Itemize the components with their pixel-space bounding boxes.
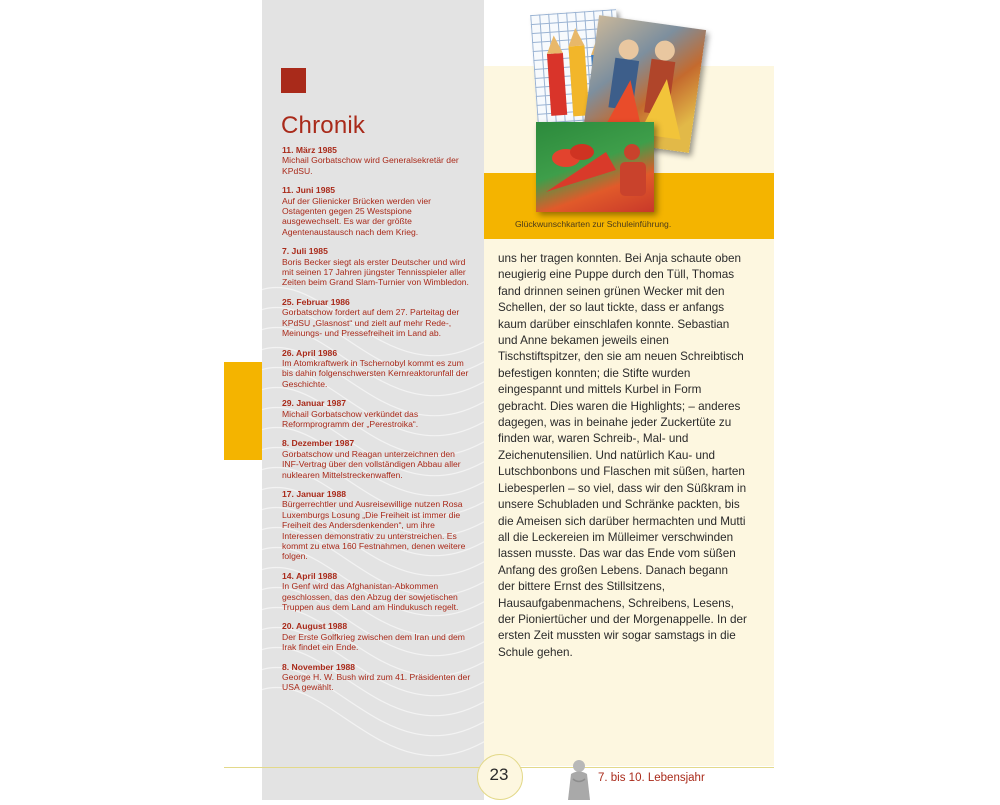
entry-text: Der Erste Golfkrieg zwischen dem Iran und dem Irak findet ein Ende. (282, 631, 465, 653)
entry-text: Bürgerrechtler und Ausreisewillige nutzen Rosa Luxemburgs Losung „Die Freiheit ist immer die Freiheit des Andersdenkenden“, um ihre Interessen demonstrativ zu unterstreichen. Es kommt zu etwa 160 Festnahmen, denen weitere folgen. (282, 499, 466, 562)
chronik-entry (282, 348, 472, 390)
entry-date: 11. März 1985 (282, 145, 337, 155)
red-square-marker (281, 68, 306, 93)
entry-date: 20. August 1988 (282, 621, 348, 632)
entry-text: In Genf wird das Afghanistan-Abkommen geschlossen, das den Abzug der sowjetischen Truppen aus dem Land am Hindukusch regelt. (282, 581, 459, 613)
chronik-entry (282, 297, 472, 339)
chronik-entry (282, 438, 472, 480)
main-body-text: uns her tragen konnten. Bei Anja schaute oben neugierig eine Puppe durch den Tüll, Thomas fand drinnen seinen grünen Wecker mit den Schellen, der so laut tickte, dass er anfangs kaum darüber einschlafen konnte. Sebastian und Anne bekamen jeweils einen Tischstiftspitzer, den sie am neuen Schreibtisch befestigen konnten; die Stifte wurden eingespannt und mittels Kurbel in Form gebracht. Dies waren die Highlights; – anderes dagegen, was in beinahe jeder Zuckertüte zu finden war, waren Schreib-, Mal- und Zeichenutensilien. Und natürlich Kau- und Lutschbonbons und Flaschen mit süßen, harten Liebesperlen – so viel, dass wir den Süßkram in unsere Schubladen und Schränke packten, bis die Ameisen sich darüber hermachten und Mutti all die Leckereien im Mülleimer verschwinden lassen musste. Das war das Ende vom süßen Anfang des großen Lebens. Danach begann der bittere Ernst des Stillsitzens, Hausaufgabenmachens, Schreibens, Lesens, der Pioniertücher und der Morgenappelle. In der ersten Zeit mussten wir sogar samstags in die Schule gehen. (498, 252, 747, 659)
entry-text: Boris Becker siegt als erster Deutscher und wird mit seinen 17 Jahren jüngster Tennisspieler aller Zeiten beim Grand Slam-Turnier von Wimbledon. (282, 256, 469, 288)
entry-text: Auf der Glienicker Brücken werden vier Ostagenten gegen 25 Westspione ausgewechselt. Es war der größte Agentenaustausch nach dem Krieg. (282, 195, 432, 237)
entry-text: Im Atomkraftwerk in Tschernobyl kommt es zum bis dahin folgenschwersten Kernreaktorunfall der Geschichte. (282, 357, 469, 389)
orange-accent-bar (224, 362, 262, 460)
chronik-entry (282, 145, 472, 176)
figurine-icon (563, 757, 595, 805)
entry-date: 17. Januar 1988 (282, 488, 347, 499)
entry-date: 14. April 1988 (282, 570, 338, 581)
chronik-entry (282, 489, 472, 562)
entry-text: Gorbatschow und Reagan unterzeichnen den INF-Vertrag über den vollständigen Abbau aller nuklearen Mittelstreckenwaffen. (282, 448, 461, 480)
entry-text: George H. W. Bush wird zum 41. Präsidenten der USA gewählt. (282, 672, 471, 693)
entry-date: 7. Juli 1985 (282, 246, 328, 257)
entry-date: 8. Dezember 1987 (282, 438, 355, 449)
entry-text: Michail Gorbatschow wird Generalsekretär der KPdSU. (282, 155, 459, 176)
chronik-entry (282, 571, 472, 613)
photo-caption: Glückwunschkarten zur Schuleinführung. (515, 219, 672, 229)
entry-date: 26. April 1986 (282, 347, 338, 358)
chronik-entry (282, 398, 472, 429)
entry-date: 8. November 1988 (282, 661, 356, 672)
entry-text: Michail Gorbatschow verkündet das Reformprogramm der „Perestroika“. (282, 408, 419, 429)
chronik-entry (282, 185, 472, 237)
chronik-entry (282, 662, 472, 693)
chronik-entry (282, 621, 472, 652)
chronik-title: Chronik (281, 112, 366, 139)
entry-date: 29. Januar 1987 (282, 398, 347, 409)
entry-date: 25. Februar 1986 (282, 296, 350, 307)
chronik-list (282, 145, 472, 702)
section-label: 7. bis 10. Lebensjahr (598, 772, 705, 784)
greeting-card-photo-school-cone (536, 122, 654, 212)
entry-text: Gorbatschow fordert auf dem 27. Parteitag der KPdSU „Glasnost“ und zielt auf mehr Rede-, Meinungs- und Pressefreiheit im Land ab. (282, 307, 460, 339)
page-number: 23 (489, 765, 509, 784)
chronik-entry (282, 246, 472, 288)
entry-date: 11. Juni 1985 (282, 185, 336, 196)
